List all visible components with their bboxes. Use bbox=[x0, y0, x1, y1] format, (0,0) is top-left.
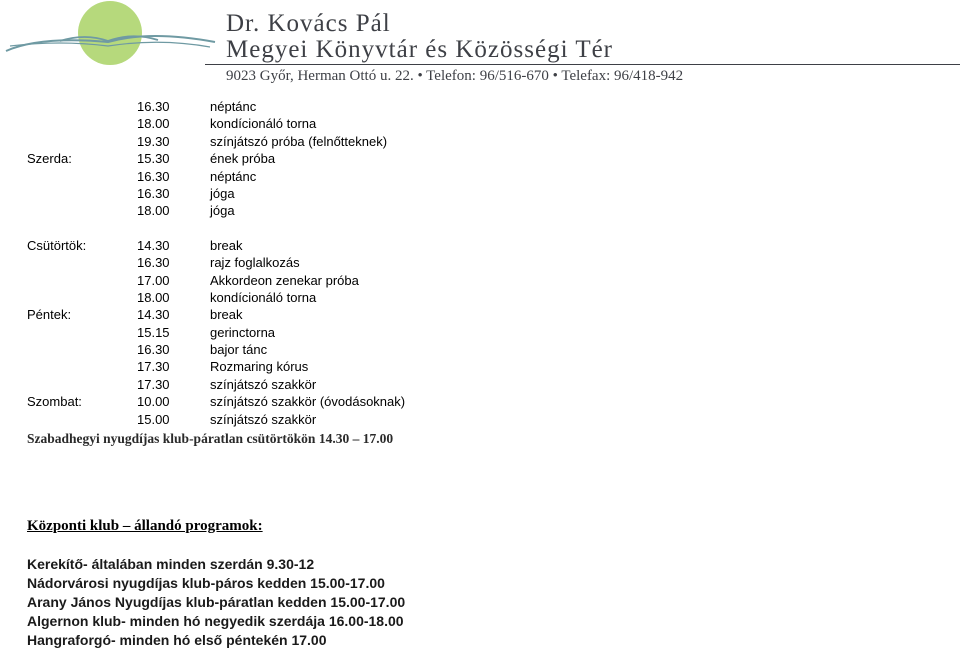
library-name-line2: Megyei Könyvtár és Közösségi Tér bbox=[226, 36, 614, 63]
schedule-time: 19.30 bbox=[137, 133, 170, 149]
schedule-activity: jóga bbox=[210, 203, 235, 219]
schedule-activity: színjátszó próba (felnőtteknek) bbox=[210, 133, 388, 149]
schedule-row bbox=[0, 133, 700, 150]
schedule-row bbox=[0, 115, 700, 132]
schedule-activity: színjátszó szakkör bbox=[210, 376, 317, 392]
schedule-row bbox=[0, 341, 700, 358]
schedule-activity: kondícionáló torna bbox=[210, 116, 317, 132]
schedule-time: 15.00 bbox=[137, 411, 170, 427]
schedule-day: Szerda: bbox=[27, 151, 72, 167]
schedule-activity: break bbox=[210, 237, 243, 253]
schedule-row bbox=[0, 237, 700, 254]
schedule-time: 15.30 bbox=[137, 151, 170, 167]
schedule-row bbox=[0, 411, 700, 428]
schedule-row bbox=[0, 289, 700, 306]
schedule-time: 16.30 bbox=[137, 255, 170, 271]
header-rule bbox=[205, 64, 960, 65]
schedule-time: 16.30 bbox=[137, 99, 170, 114]
schedule-activity: színjátszó szakkör (óvodásoknak) bbox=[210, 394, 406, 410]
library-logo-icon bbox=[0, 0, 220, 70]
schedule-activity: kondícionáló torna bbox=[210, 289, 317, 305]
schedule-time: 16.30 bbox=[137, 168, 170, 184]
schedule-time: 18.00 bbox=[137, 289, 170, 305]
schedule-time: 10.00 bbox=[137, 394, 170, 410]
letterhead bbox=[0, 0, 960, 95]
schedule-row bbox=[0, 185, 700, 202]
schedule-row bbox=[0, 202, 700, 219]
library-name-line1: Dr. Kovács Pál bbox=[226, 10, 391, 37]
schedule-activity: Akkordeon zenekar próba bbox=[210, 272, 359, 288]
schedule-time: 17.30 bbox=[137, 359, 170, 375]
schedule-activity: bajor tánc bbox=[210, 342, 268, 358]
central-club-title: Központi klub – állandó programok: bbox=[27, 518, 263, 534]
schedule-row bbox=[0, 324, 700, 341]
schedule-time: 14.30 bbox=[137, 237, 170, 253]
schedule-activity: rajz foglalkozás bbox=[210, 255, 300, 271]
schedule-row bbox=[0, 150, 700, 167]
schedule-time: 17.00 bbox=[137, 272, 170, 288]
central-club-item: Kerekítő- általában minden szerdán 9.30-12 bbox=[27, 556, 315, 572]
schedule-row bbox=[0, 306, 700, 323]
central-club-item: Arany János Nyugdíjas klub-páratlan kedden 15.00-17.00 bbox=[27, 594, 406, 610]
schedule-time: 18.00 bbox=[137, 116, 170, 132]
weekly-schedule bbox=[0, 98, 700, 428]
schedule-row bbox=[0, 358, 700, 375]
schedule-day: Péntek: bbox=[27, 307, 72, 323]
schedule-row bbox=[0, 168, 700, 185]
schedule-activity: break bbox=[210, 307, 243, 323]
schedule-time: 18.00 bbox=[137, 203, 170, 219]
schedule-row bbox=[0, 98, 700, 115]
library-address: 9023 Győr, Herman Ottó u. 22. • Telefon: 96/516-670 • Telefax: 96/418-942 bbox=[226, 68, 684, 84]
schedule-row bbox=[0, 393, 700, 410]
schedule-row bbox=[0, 272, 700, 289]
schedule-time: 16.30 bbox=[137, 342, 170, 358]
schedule-activity: néptánc bbox=[210, 99, 257, 114]
schedule-activity: színjátszó szakkör bbox=[210, 411, 317, 427]
central-club-item: Algernon klub- minden hó negyedik szerdája 16.00-18.00 bbox=[27, 613, 404, 629]
schedule-day: Szombat: bbox=[27, 394, 82, 410]
club-note: Szabadhegyi nyugdíjas klub-páratlan csütörtökön 14.30 – 17.00 bbox=[27, 431, 394, 446]
schedule-activity: jóga bbox=[210, 185, 235, 201]
schedule-time: 17.30 bbox=[137, 376, 170, 392]
schedule-time: 16.30 bbox=[137, 185, 170, 201]
schedule-time: 15.15 bbox=[137, 324, 170, 340]
schedule-activity: néptánc bbox=[210, 168, 257, 184]
schedule-gap bbox=[0, 220, 700, 237]
central-club-list bbox=[27, 555, 405, 650]
schedule-row bbox=[0, 376, 700, 393]
central-club-item: Nádorvárosi nyugdíjas klub-páros kedden 15.00-17.00 bbox=[27, 575, 385, 591]
central-club-item: Hangraforgó- minden hó első péntekén 17.00 bbox=[27, 632, 327, 648]
schedule-time: 14.30 bbox=[137, 307, 170, 323]
schedule-activity: ének próba bbox=[210, 151, 276, 167]
schedule-activity: gerinctorna bbox=[210, 324, 276, 340]
schedule-row bbox=[0, 254, 700, 271]
schedule-activity: Rozmaring kórus bbox=[210, 359, 309, 375]
schedule-day: Csütörtök: bbox=[27, 237, 87, 253]
